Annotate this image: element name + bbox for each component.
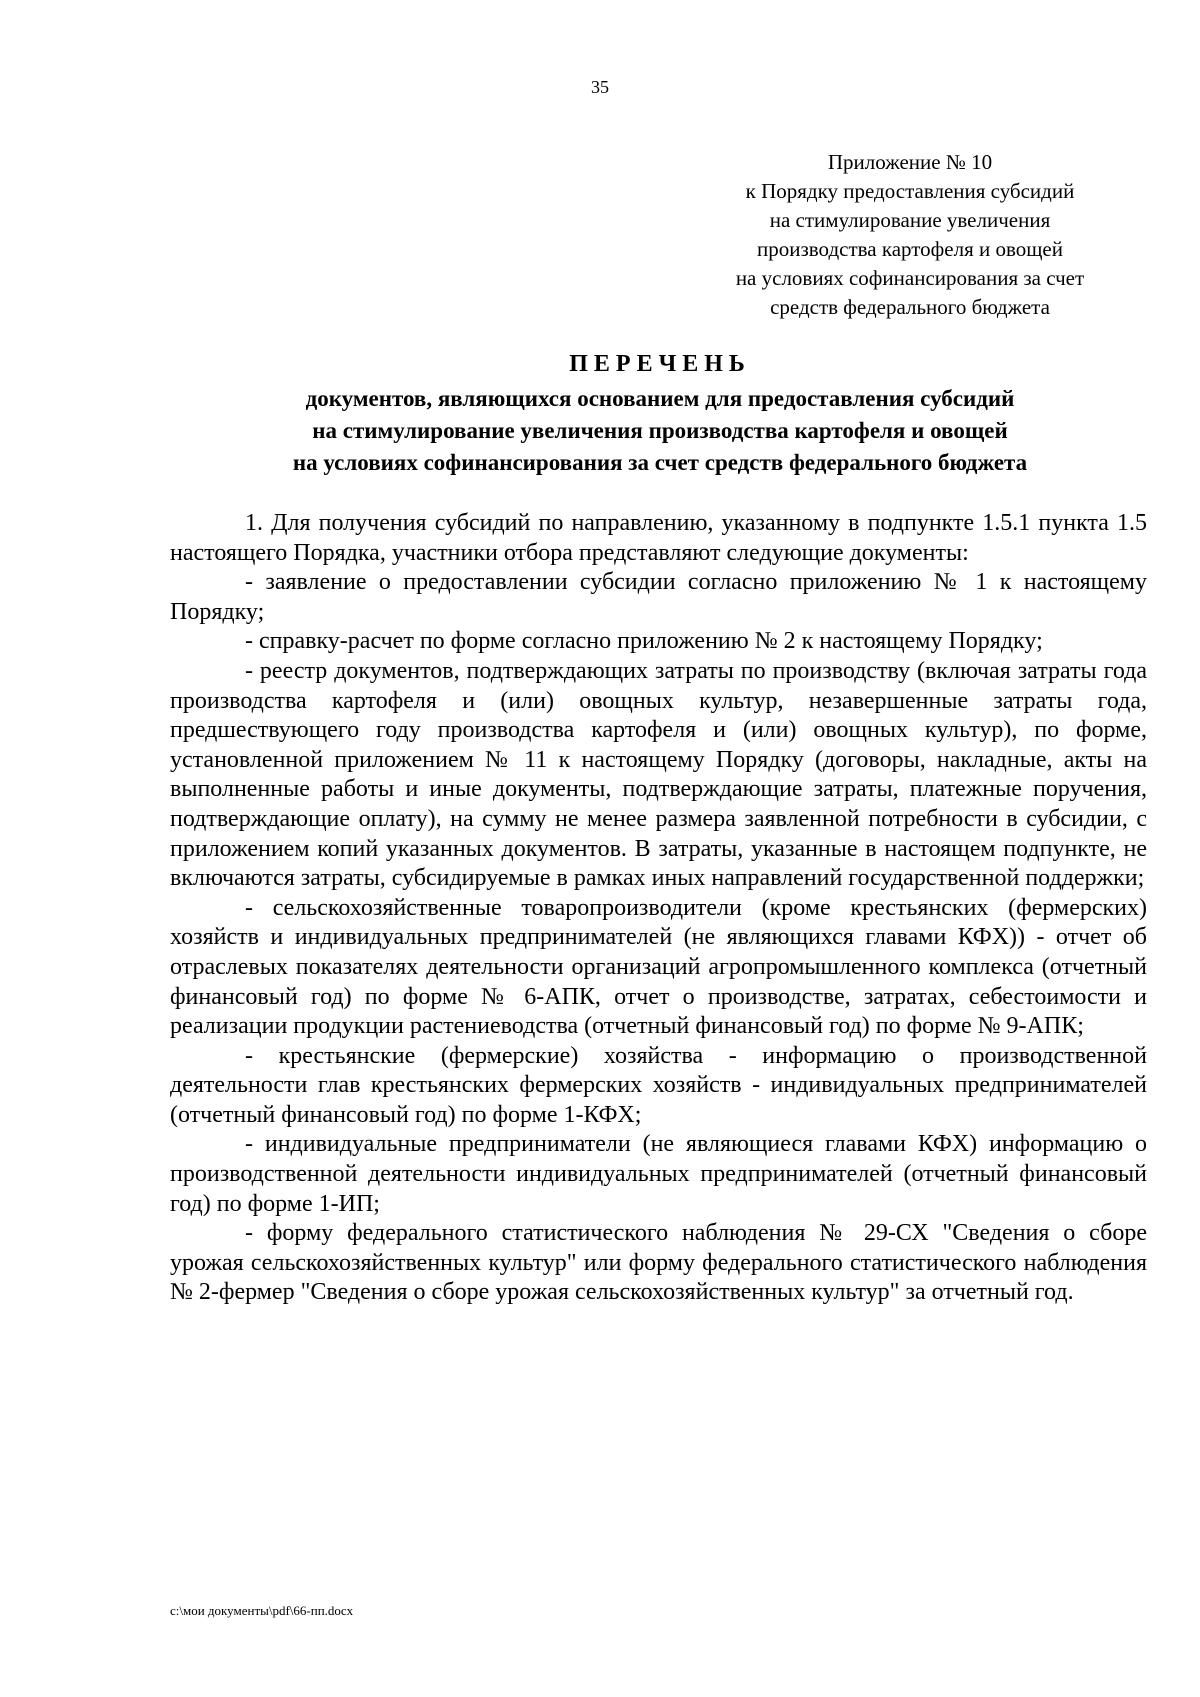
list-item-statistics-form: - форму федерального статистического наблюдения № 29-СХ "Сведения о сборе урожая сельскохозяйственных культур" или форму федерального статистического наблюдения № 2-фермер "Сведения о сборе урожая сельскохозяйственных культур" за отчетный год.	[170, 1220, 1147, 1306]
list-item-application: - заявление о предоставлении субсидии согласно приложению № 1 к настоящему Порядку;	[170, 569, 1147, 625]
list-item-registry: - реестр документов, подтверждающих затраты по производству (включая затраты года производства картофеля и (или) овощных культур, незавершенные затраты года, предшествующего году производства картофеля и (или) овощных культур), по форме, установленной приложением № 11 к настоящему Порядку (договоры, накладные, акты на выполненные работы и иные документы, подтверждающие затраты, платежные поручения, подтверждающие оплату), на сумму не менее размера заявленной потребности в субсидии, с приложением копий указанных документов. В затраты, указанные в настоящем подпункте, не включаются затраты, субсидируемые в рамках иных направлений государственной поддержки;	[170, 657, 1147, 892]
document-subtitle	[170, 383, 1150, 479]
list-item-entrepreneurs: - индивидуальные предприниматели (не являющиеся главами КФХ) информацию о производственной деятельности индивидуальных предпринимателей (отчетный финансовый год) по форме 1-ИП;	[170, 1131, 1147, 1217]
appendix-line: на условиях софинансирования за счет	[735, 266, 1085, 290]
footer-file-path: c:\мои документы\pdf\66-пп.docx	[170, 1603, 354, 1618]
appendix-header	[700, 148, 1120, 322]
appendix-line: на стимулирование увеличения	[769, 208, 1051, 232]
subtitle-line: на стимулирование увеличения производства картофеля и овощей	[312, 418, 1008, 443]
list-item-farms: - крестьянские (фермерские) хозяйства - информацию о производственной деятельности глав крестьянских фермерских хозяйств - индивидуальных предпринимателей (отчетный финансовый год) по форме 1-КФХ;	[170, 1042, 1147, 1128]
subtitle-line: на условиях софинансирования за счет средств федерального бюджета	[292, 450, 1028, 475]
document-title: ПЕРЕЧЕНЬ	[569, 351, 751, 377]
body-text	[170, 509, 1147, 1308]
list-item-agro-producers: - сельскохозяйственные товаропроизводители (кроме крестьянских (фермерских) хозяйств и индивидуальных предпринимателей (не являющихся главами КФХ)) - отчет об отраслевых показателях деятельности организаций агропромышленного комплекса (отчетный финансовый год) по форме № 6-АПК, отчет о производстве, затратах, себестоимости и реализации продукции растениеводства (отчетный финансовый год) по форме № 9-АПК;	[170, 894, 1147, 1040]
appendix-line: производства картофеля и овощей	[757, 237, 1063, 261]
title-block	[170, 345, 1150, 479]
paragraph-intro: 1. Для получения субсидий по направлению, указанному в подпункте 1.5.1 пункта 1.5 настоящего Порядка, участники отбора представляют следующие документы:	[170, 510, 1147, 566]
appendix-line: к Порядку предоставления субсидий	[745, 179, 1075, 203]
appendix-line: Приложение № 10	[827, 150, 993, 174]
list-item-calculation: - справку-расчет по форме согласно приложению № 2 к настоящему Порядку;	[245, 628, 1043, 655]
appendix-line: средств федерального бюджета	[770, 295, 1050, 319]
page-number: 35	[591, 77, 609, 97]
subtitle-line: документов, являющихся основанием для предоставления субсидий	[305, 386, 1015, 411]
